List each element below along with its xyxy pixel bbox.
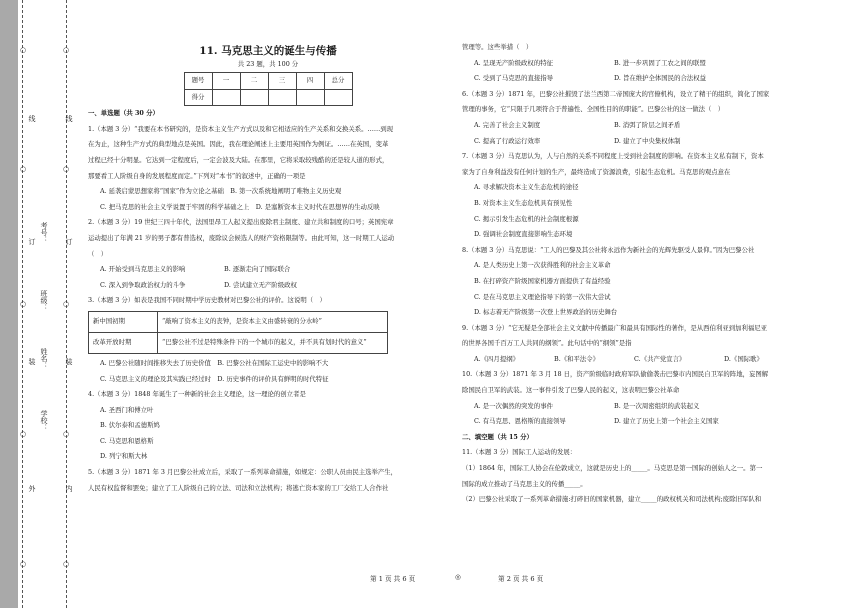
question-text: 2.（本题 3 分）19 世纪三四十年代，法国里昂工人起义提出废除君主制度、建立共和制度的口号；英国宪章 xyxy=(88,218,394,227)
outer-ding-char: 订 xyxy=(28,238,36,245)
answer-option[interactable]: D. 列宁和斯大林 xyxy=(100,452,148,461)
question-text: 的世界各国千百万工人共同的纲领”。此句话中的“纲领”是指 xyxy=(462,339,632,348)
answer-option[interactable]: C. 揭示引发生态危机的社会制度根源 xyxy=(474,214,579,223)
answer-option[interactable]: B. 进一步巩固了工农之间的联盟 xyxy=(614,58,706,67)
answer-option[interactable]: B. 伏尔泰和孟德斯鸠 xyxy=(100,421,160,430)
page-subtitle: 共 23 题，共 100 分 xyxy=(237,60,299,68)
score-header-cell: 三 xyxy=(268,73,296,90)
inner-zhuang-char: 装 xyxy=(65,358,73,365)
question-text: 4.（本题 3 分）1848 年诞生了一种新的社会主义理论，这一理论的创立者是 xyxy=(88,390,306,399)
inner-nei-char: 内 xyxy=(65,485,73,492)
answer-option-row xyxy=(462,71,832,87)
answer-option[interactable]: C. 马克思和恩格斯 xyxy=(100,436,154,445)
margin-circle: ○ xyxy=(63,560,70,568)
answer-option[interactable]: D.《国际歌》 xyxy=(724,354,763,363)
answer-option[interactable]: C.《共产党宣言》 xyxy=(634,354,686,363)
school-label: 学校： xyxy=(40,410,48,431)
margin-circle: ○ xyxy=(63,165,70,173)
page-number-left: 第 1 页 共 6 页 xyxy=(370,575,416,583)
binding-strip xyxy=(0,0,18,608)
question-text: 1.（本题 3 分）“我要在本书研究的，是资本主义生产方式以及和它相适应的生产关系和交换关系。……到现 xyxy=(88,124,394,133)
margin-circle: ○ xyxy=(20,46,27,54)
inner-ding-char: 订 xyxy=(65,238,73,245)
answer-option-row xyxy=(462,56,832,72)
margin-circle: ○ xyxy=(63,46,70,54)
answer-option[interactable]: A. 寻求解决资本主义生态危机的途径 xyxy=(474,183,579,192)
question-text: 除国民自卫军的武装。这一事件引发了巴黎人民的起义，这表明巴黎公社革命 xyxy=(462,386,680,395)
inner-line-char: 线 xyxy=(65,115,73,122)
answer-option[interactable]: D. 建立了历史上第一个社会主义国家 xyxy=(614,417,719,426)
answer-option[interactable]: B. 对资本主义生态危机具有预见性 xyxy=(474,198,573,207)
answer-option[interactable]: D. 建立了中央集权体制 xyxy=(614,136,681,145)
answer-option-row xyxy=(462,414,832,430)
answer-option[interactable]: D. 标志着无产阶级第一次登上世界政治的历史舞台 xyxy=(474,308,618,317)
question-text: 6.（本题 3 分）1871 年，巴黎公社摧毁了法兰西第二帝国庞大的官僚机构，设立了精干的组织，简化了国家 xyxy=(462,89,770,98)
score-cell xyxy=(296,89,324,106)
answer-option[interactable]: A. 是人类历史上第一次获得胜利的社会主义革命 xyxy=(474,261,611,270)
answer-option-row xyxy=(88,262,448,278)
answer-option-row xyxy=(462,134,832,150)
question-text: 家为了自身利益没有任何计划的生产，最终造成了资源浪费，引起生态危机。马克思的观点意在 xyxy=(462,167,731,176)
outer-zhuang-char: 装 xyxy=(28,358,36,365)
question-text: 国际的成立推动了马克思主义的传播_____。 xyxy=(462,479,587,488)
score-header-cell: 二 xyxy=(240,73,268,90)
page-number-right: 第 2 页 共 6 页 xyxy=(498,575,544,583)
answer-option[interactable]: A. 圣西门和傅立叶 xyxy=(100,405,154,414)
margin-circle: ○ xyxy=(20,430,27,438)
answer-option-row xyxy=(462,399,832,415)
score-header-cell: 总分 xyxy=(324,73,352,90)
answer-option[interactable]: B. 消弭了阶层之间矛盾 xyxy=(614,120,681,129)
answer-option[interactable]: C. 有马克思、恩格斯的直接领导 xyxy=(474,417,566,426)
question-text: 运动提出了年满 21 岁的男子都有普选权，废除议会候选人的财产资格限制等。由此可知，这一时期工人运动 xyxy=(88,233,395,242)
page-left-column xyxy=(88,0,448,496)
table-cell: 新中国初期 xyxy=(89,311,158,332)
answer-option[interactable]: A. 完善了社会主义制度 xyxy=(474,120,541,129)
question-text: 在为止，这种生产方式的典型地点是英国。因此，我在理论阐述上主要用英国作为例证。……在英国，变革 xyxy=(88,140,389,149)
score-header-cell: 四 xyxy=(296,73,324,90)
table-cell: “敲响了资本主义的丧钟，是资本主义由盛转衰的分水岭” xyxy=(158,311,388,332)
page-divider-mark: ◎ xyxy=(455,573,461,581)
answer-option[interactable]: C. 提高了行政运行效率 xyxy=(474,136,541,145)
score-label-cell: 得分 xyxy=(184,89,212,106)
class-label: 班级： xyxy=(40,290,48,311)
question-text: 11.（本题 3 分）国际工人运动的发展： xyxy=(462,448,577,457)
outer-line-char: 线 xyxy=(28,115,36,122)
score-header-cell: 题号 xyxy=(184,73,212,90)
answer-option[interactable]: B.《和平法令》 xyxy=(554,354,600,363)
margin-circle: ○ xyxy=(20,300,27,308)
answer-option[interactable]: B. 在打碎资产阶级国家机器方面提供了有益经验 xyxy=(474,276,611,285)
answer-option[interactable]: C. 受到了马克思的直接指导 xyxy=(474,74,554,83)
margin-circle: ○ xyxy=(20,165,27,173)
table-cell: 改革开放时期 xyxy=(89,332,158,353)
answer-option[interactable]: D. 旨在维护全体国民的合法权益 xyxy=(614,74,707,83)
question-text: 8.（本题 3 分）马克思说：“工人的巴黎及其公社将永远作为新社会的光辉先驱受人景仰。”因为巴黎公社 xyxy=(462,245,755,254)
question-text: （2）巴黎公社采取了一系列革命措施:打碎旧的国家机器，建立_____的政权机关和司法机构;废除旧军队和 xyxy=(462,495,762,504)
answer-option-row xyxy=(88,278,448,294)
answer-option[interactable]: D. 尝试建立无产阶级政权 xyxy=(224,280,297,289)
answer-option[interactable]: D. 强调社会制度直接影响生态环境 xyxy=(474,230,573,239)
question-text: 7.（本题 3 分）马克思认为，人与自然的关系不同程度上受到社会制度的影响。在资本主义私有制下，资本 xyxy=(462,152,764,161)
section-heading: 一、单选题（共 30 分） xyxy=(88,109,159,118)
answer-option[interactable]: B. 是一次周密组织的武装起义 xyxy=(614,401,700,410)
exam-number-label: 考号： xyxy=(40,222,48,243)
name-label: 姓名： xyxy=(40,348,48,369)
question-text: 过程已经十分明显。它达到一定程度后，一定会波及大陆。在那里，它将采取较残酷的还是较人道的形式， xyxy=(88,155,389,164)
outer-wai-char: 外 xyxy=(28,485,36,492)
margin-circle: ○ xyxy=(20,560,27,568)
score-cell xyxy=(212,89,240,106)
score-header-cell: 一 xyxy=(212,73,240,90)
score-cell xyxy=(324,89,352,106)
question-text: （ ） xyxy=(88,249,108,258)
answer-option[interactable]: A. 延袭启蒙思想家将“国家”作为立论之基础 B. 第一次系统地阐明了唯物主义历史观 xyxy=(100,187,342,196)
question-text: 9.（本题 3 分）“它无疑是全部社会主义文献中传播最广和最具有国际性的著作，是从西伯利亚到加利福尼亚 xyxy=(462,323,768,332)
margin-circle: ○ xyxy=(63,300,70,308)
answer-option[interactable]: B. 逐渐走向了国际联合 xyxy=(224,265,291,274)
page-right-column xyxy=(462,40,832,508)
answer-option[interactable]: A. 开始受到马克思主义的影响 xyxy=(100,265,186,274)
question-text: 管理的事务，它“只限于几项符合于普遍性、全国性目的的职能”。巴黎公社的这一做法（ ） xyxy=(462,105,725,114)
question-text: 管理等。这些举措（ ） xyxy=(462,43,533,51)
score-cell xyxy=(240,89,268,106)
answer-option[interactable]: C. 是在马克思主义理论指导下的第一次伟大尝试 xyxy=(474,292,611,301)
score-cell xyxy=(268,89,296,106)
answer-option[interactable]: A.《四月提纲》 xyxy=(474,354,519,363)
page-title: 11. 马克思主义的诞生与传播 xyxy=(199,45,337,57)
answer-option-row xyxy=(462,352,832,368)
answer-option[interactable]: A. 呈现无产阶级政权的特征 xyxy=(474,58,553,67)
question-text: （1）1864 年，国际工人协会在伦敦成立，这就是历史上的_____。马克思是第一国际的创始人之一。第一 xyxy=(462,464,763,473)
question-text: 10.（本题 3 分）1871 年 3 月 18 日，资产阶级临时政府军队偷偷袭击巴黎市内国民自卫军的阵地，妄图解 xyxy=(462,370,769,379)
answer-option[interactable]: C. 深入到争取政治权力的斗争 xyxy=(100,280,186,289)
section-heading: 二、填空题（共 15 分） xyxy=(462,432,533,441)
margin-circle: ○ xyxy=(63,430,70,438)
question-text: 3.（本题 3 分）如表是我国不同时期中学历史教材对巴黎公社的评价。这说明（ ） xyxy=(88,296,326,305)
question-text: 那要看工人阶级自身的发展程度而定。”下列对“本书”的叙述中，正确的一项是 xyxy=(88,171,306,180)
answer-option[interactable]: A. 巴黎公社随时间推移失去了历史价值 B. 巴黎公社在国际工运史中的影响不大 xyxy=(100,358,329,367)
score-table xyxy=(184,72,353,106)
answer-option[interactable]: C. 马克思主义的理论及其实践已经过时 D. 历史事件的评价具有鲜明的时代特征 xyxy=(100,374,329,383)
evaluation-table xyxy=(88,311,388,354)
answer-option[interactable]: C. 把马克思的社会主义学说置于牢固的科学基础之上 D. 是塞断资本主义时代在思想界的生动反映 xyxy=(100,202,380,211)
question-text: 人民有权监督和罢免；建立了工人阶级自己的立法、司法和立法机构；将逃亡资本家的工厂交给工人合作社 xyxy=(88,483,389,492)
question-text: 5.（本题 3 分）1871 年 3 月巴黎公社成立后，采取了一系列革命措施，如规定：公职人员由民主选举产生， xyxy=(88,468,398,477)
table-cell: “巴黎公社不过是特殊条件下的一个城市的起义，并不具有划时代的意义” xyxy=(158,332,388,353)
answer-option[interactable]: A. 是一次偶然的突发的事件 xyxy=(474,401,553,410)
answer-option-row xyxy=(462,118,832,134)
